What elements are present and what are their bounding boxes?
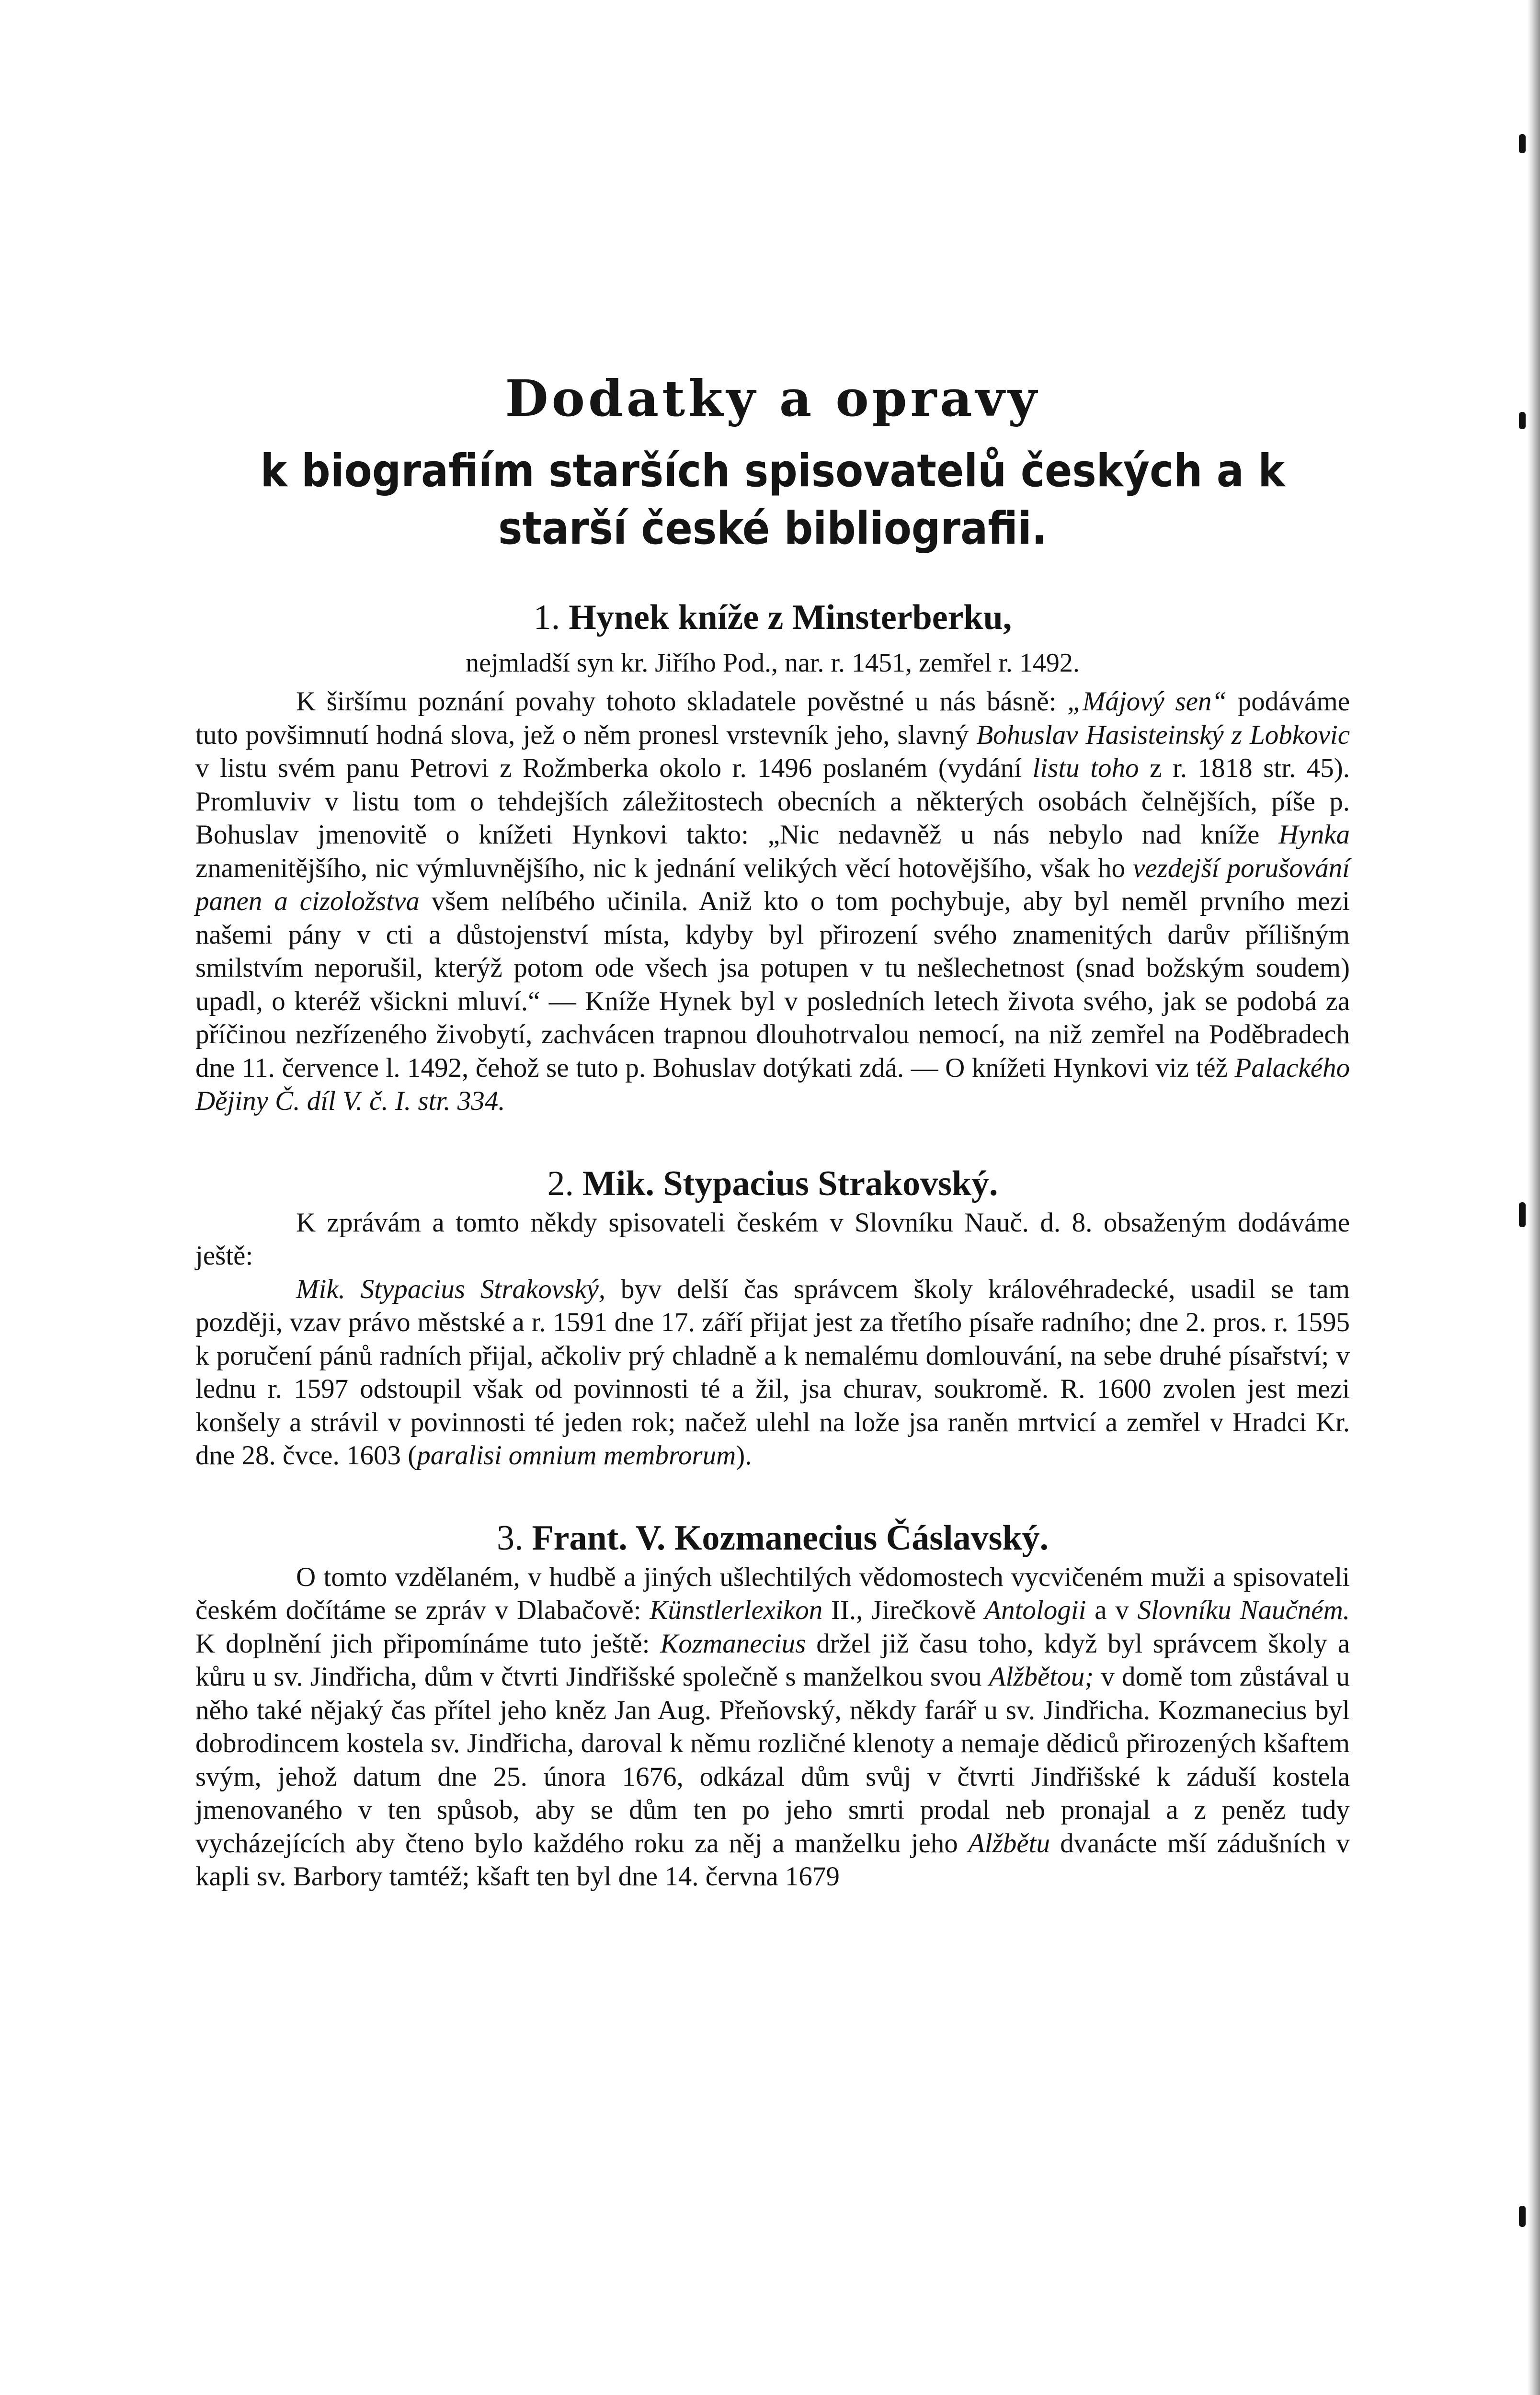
text-run: v domě tom zůstával u něho také nějaký čas přítel jeho kněz Jan Aug. Přeňovský, někdy farář u sv. Jindřicha. Kozmanecius byl dobrodincem kostela sv. Jindřicha, daroval k němu rozličné klenoty a nemaje dědiců přirozených kšaftem svým, jehož datum dne 25. února 1676, odkázal dům svůj v čtvrti Jindřišské k záduší kostela jmenovaného v ten spůsob, aby se dům ten po jeho smrti prodal neb pronajal a z peněz tudy vycházejících aby čteno bylo každého roku za něj a manželku jeho [195, 1662, 1350, 1859]
text-run: K zprávám a tomto někdy spisovateli českém v Slovníku Nauč. d. 8. obsaženým dodáváme ještě: [195, 1207, 1350, 1271]
edge-mark [1519, 2206, 1526, 2227]
italic-run: „Májový sen“ [1067, 686, 1227, 717]
text-run: O tomto vzdělaném, v hudbě a jiných ušlechtilých vědomostech vycvičeném muži a spisovateli českém dočítáme se zpráv v Dlabačově: [195, 1562, 1350, 1625]
sections [195, 600, 1350, 1893]
text-run: K doplnění jich připomínáme tuto ještě: [195, 1628, 661, 1659]
text-run: v listu svém panu Petrovi z Rožmberka okolo r. 1496 poslaném (vydání [195, 753, 1033, 783]
text-run: držel již času toho, když byl správcem školy a kůru u sv. Jindřicha, dům v čtvrti Jindřišské společně s manželkou svou [195, 1628, 1350, 1692]
text-run: všem nelíbého učinila. Aniž kto o tom pochybuje, aby byl neměl prvního mezi našemi pány v cti a důstojenství místa, kdyby byl přirození svého znamenitých darův přílišným smilstvím neporušil, kterýž potom ode všech jsa potupen v tu nešlechetnost (snad božským soudem) upadl, o kteréž všickni mluví.“ — Kníže Hynek byl v posledních letech života svého, jak se podobá za příčinou nezřízeného živobytí, zachvácen trapnou dlouhotrvalou nemocí, na niž zemřel na Poděbradech dne 11. července l. 1492, čehož se tuto p. Bohuslav dotýkati zdá. — O knížeti Hynkovi viz též [195, 886, 1350, 1083]
italic-run: Bohuslav Hasisteinský z Lobkovic [976, 719, 1350, 750]
section-subheading: nejmladší syn kr. Jiřího Pod., nar. r. 1451, zemřel r. 1492. [466, 648, 1080, 678]
section-title [195, 600, 1350, 635]
paragraph [195, 1206, 1350, 1273]
section-number: 2. [547, 1163, 574, 1203]
italic-run: listu toho [1032, 753, 1139, 783]
section-number: 1. [533, 598, 560, 637]
text-run: dvanácte mší zádušních v kapli sv. Barbory tamtéž; kšaft ten byl dne 14. června 1679 [195, 1828, 1350, 1892]
italic-run: Alžbětu [968, 1828, 1050, 1859]
section-heading: Hynek kníže z Minsterberku, [569, 598, 1012, 637]
edge-mark [1519, 134, 1526, 153]
text-run: z r. 1818 str. 45). Promluviv v listu tom o tehdejších záležitostech obecních a některých osobách čelnějších, píše p. Bohuslav jmenovitě o knížeti Hynkovi takto: „Nic nedavněž u nás nebylo nad kníže [195, 753, 1350, 850]
text-run: II., Jirečkově [822, 1595, 985, 1625]
italic-run: Palackého Dějiny Č. díl V. č. I. str. 334. [195, 1052, 1350, 1116]
page-title: Dodatky a opravy [505, 369, 1040, 428]
section-heading: Frant. V. Kozmanecius Čáslavský. [532, 1518, 1049, 1558]
italic-run: paralisi omnium membrorum [417, 1440, 736, 1471]
section [195, 1520, 1350, 1893]
section-heading: Mik. Stypacius Strakovský. [582, 1163, 998, 1203]
page-edge [1528, 0, 1540, 2395]
text-run: K širšímu poznání povahy tohoto skladatele pověstné u nás básně: [296, 686, 1068, 717]
edge-mark [1519, 412, 1526, 429]
italic-run: Kozmanecius [660, 1628, 806, 1659]
section-title [195, 1163, 1350, 1203]
page-subtitle: k biografiím starších spisovatelů českých a k starší české bibliografii. [260, 445, 1285, 555]
text-run: byv delší čas správcem školy královéhradecké, usadil se tam později, vzav právo městské a r. 1591 dne 17. září přijat jest za třetího písaře radního; dne 2. pros. r. 1595 k poručení pánů radních přijal, ačkoliv prý chladně a k nemalému domlouvání, na sebe druhé písařství; v lednu r. 1597 odstoupil však od povinnosti té a žil, jsa churav, soukromě. R. 1600 zvolen jest mezi konšely a strávil v povinnosti té jeden rok; načež ulehl na lože jsa raněn mrtvicí a zemřel v Hradci Kr. dne 28. čvce. 1603 ( [195, 1274, 1350, 1471]
page [195, 369, 1350, 1893]
paragraph [195, 1561, 1350, 1893]
italic-run: vezdejší porušování panen a cizoložstva [195, 853, 1350, 916]
italic-run: Mik. Stypacius Strakovský, [296, 1274, 606, 1304]
edge-mark [1519, 1202, 1526, 1227]
italic-run: Alžbětou; [989, 1662, 1094, 1692]
text-run: znamenitějšího, nic výmluvnějšího, nic k jednání velikých věcí hotovějšího, však ho [195, 853, 1133, 883]
section [195, 600, 1350, 1118]
section-number: 3. [496, 1518, 524, 1558]
text-run: ). [736, 1440, 752, 1471]
text-run: podáváme tuto povšimnutí hodná slova, jež o něm pronesl vrstevník jeho, slavný [195, 686, 1350, 750]
italic-run: Slovníku Naučném. [1137, 1595, 1350, 1625]
section [195, 1163, 1350, 1472]
text-run: a v [1086, 1595, 1138, 1625]
section-title [195, 1520, 1350, 1556]
italic-run: Antologii [984, 1595, 1086, 1625]
paragraph [195, 685, 1350, 1118]
italic-run: Hynka [1278, 820, 1350, 850]
italic-run: Künstlerlexikon [650, 1595, 823, 1625]
paragraph [195, 1273, 1350, 1472]
